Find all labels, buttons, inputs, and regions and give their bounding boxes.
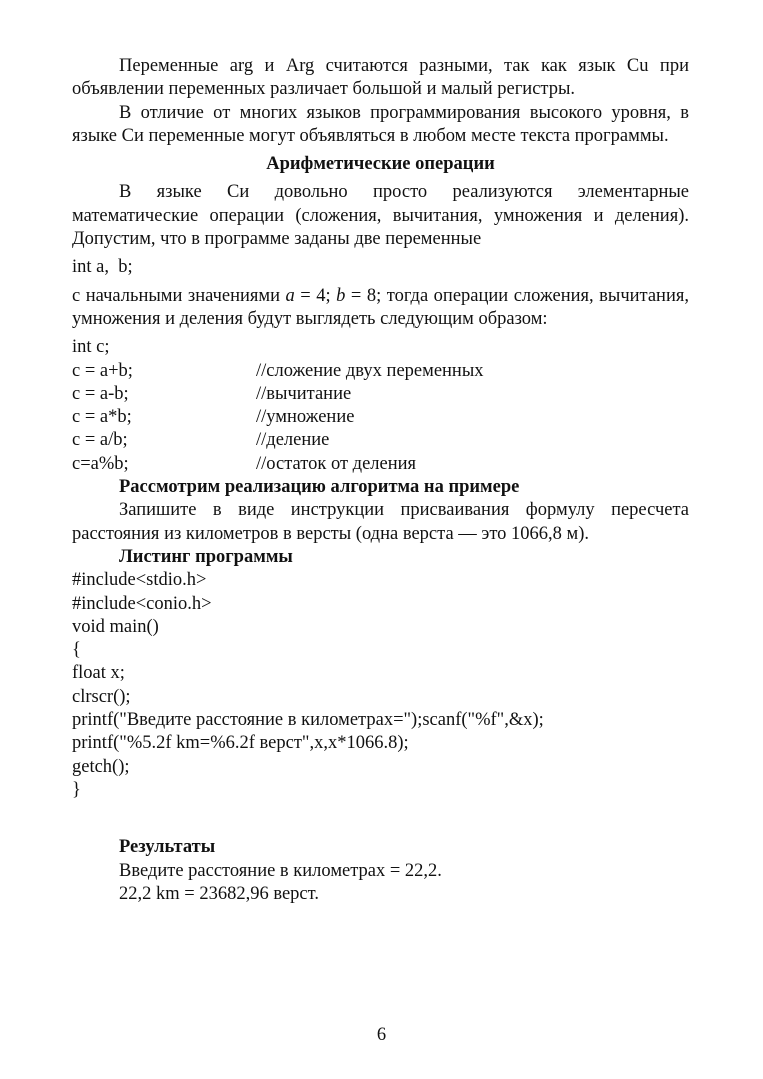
page-content xyxy=(72,55,689,906)
operation-code: c = a/b; xyxy=(72,430,128,451)
listing-line: printf("%5.2f km=%6.2f верст",x,x*1066.8); xyxy=(72,733,409,754)
operation-code: c = a-b; xyxy=(72,383,129,404)
paragraph-arithmetic-intro: В языке Си довольно просто реализуются элементарные математические операции (сложения, вычитания, умножения и деления). Допустим, что в программе заданы две переменные xyxy=(72,182,689,250)
heading-listing: Листинг программы xyxy=(119,546,293,567)
operation-code: c = a*b; xyxy=(72,407,132,428)
listing-line: getch(); xyxy=(72,756,130,777)
program-listing xyxy=(72,569,689,802)
result-line: 22,2 km = 23682,96 верст. xyxy=(119,883,319,904)
code-declaration-ab: int a, b; xyxy=(72,257,133,278)
listing-line: #include<stdio.h> xyxy=(72,570,207,591)
listing-line: #include<conio.h> xyxy=(72,593,212,614)
operation-row xyxy=(72,453,689,476)
listing-line: { xyxy=(72,640,81,661)
paragraph-variable-declaration: В отличие от многих языков программирования высокого уровня, в языке Си переменные могут объявляться в любом месте текста программы. xyxy=(72,102,689,146)
heading-example: Рассмотрим реализацию алгоритма на примере xyxy=(119,477,520,498)
listing-line: void main() xyxy=(72,616,159,637)
operation-comment: //сложение двух переменных xyxy=(256,360,484,381)
paragraph-initial-values xyxy=(72,285,689,332)
page-number: 6 xyxy=(376,1025,387,1045)
heading-arithmetic-operations: Арифметические операции xyxy=(266,154,495,175)
operations-list xyxy=(72,360,689,476)
listing-line: float x; xyxy=(72,663,125,684)
operation-row xyxy=(72,360,689,383)
listing-line: printf("Введите расстояние в километрах=");scanf("%f",&x); xyxy=(72,710,544,731)
operation-comment: //остаток от деления xyxy=(256,453,417,474)
var-a: a xyxy=(285,285,295,306)
operation-comment: //умножение xyxy=(256,407,355,428)
init-text-mid: = 4; xyxy=(294,285,337,306)
var-b: b xyxy=(336,285,346,306)
operation-row xyxy=(72,406,689,429)
code-declaration-c: int c; xyxy=(72,337,110,358)
operation-comment: //вычитание xyxy=(256,383,352,404)
operation-row xyxy=(72,429,689,452)
operation-code: c = a+b; xyxy=(72,360,133,381)
listing-line: } xyxy=(72,779,81,800)
result-line: Введите расстояние в километрах = 22,2. xyxy=(119,860,442,881)
operation-row xyxy=(72,383,689,406)
listing-line: clrscr(); xyxy=(72,686,131,707)
init-text-before: с начальными значениями xyxy=(72,285,286,306)
init-text-after: = 8; тогда операции сложения, вычитания, умножения и деления будут выглядеть следующим образом: xyxy=(72,285,689,329)
paragraph-task: Запишите в виде инструкции присваивания формулу пересчета расстояния из километров в версты (одна верста — это 1066,8 м). xyxy=(72,500,689,544)
operation-code: c=a%b; xyxy=(72,453,129,474)
operation-comment: //деление xyxy=(256,430,330,451)
paragraph-case-sensitivity: Переменные arg и Arg считаются разными, так как язык Cu при объявлении переменных различает большой и малый регистры. xyxy=(72,56,689,100)
heading-results: Результаты xyxy=(119,837,216,858)
